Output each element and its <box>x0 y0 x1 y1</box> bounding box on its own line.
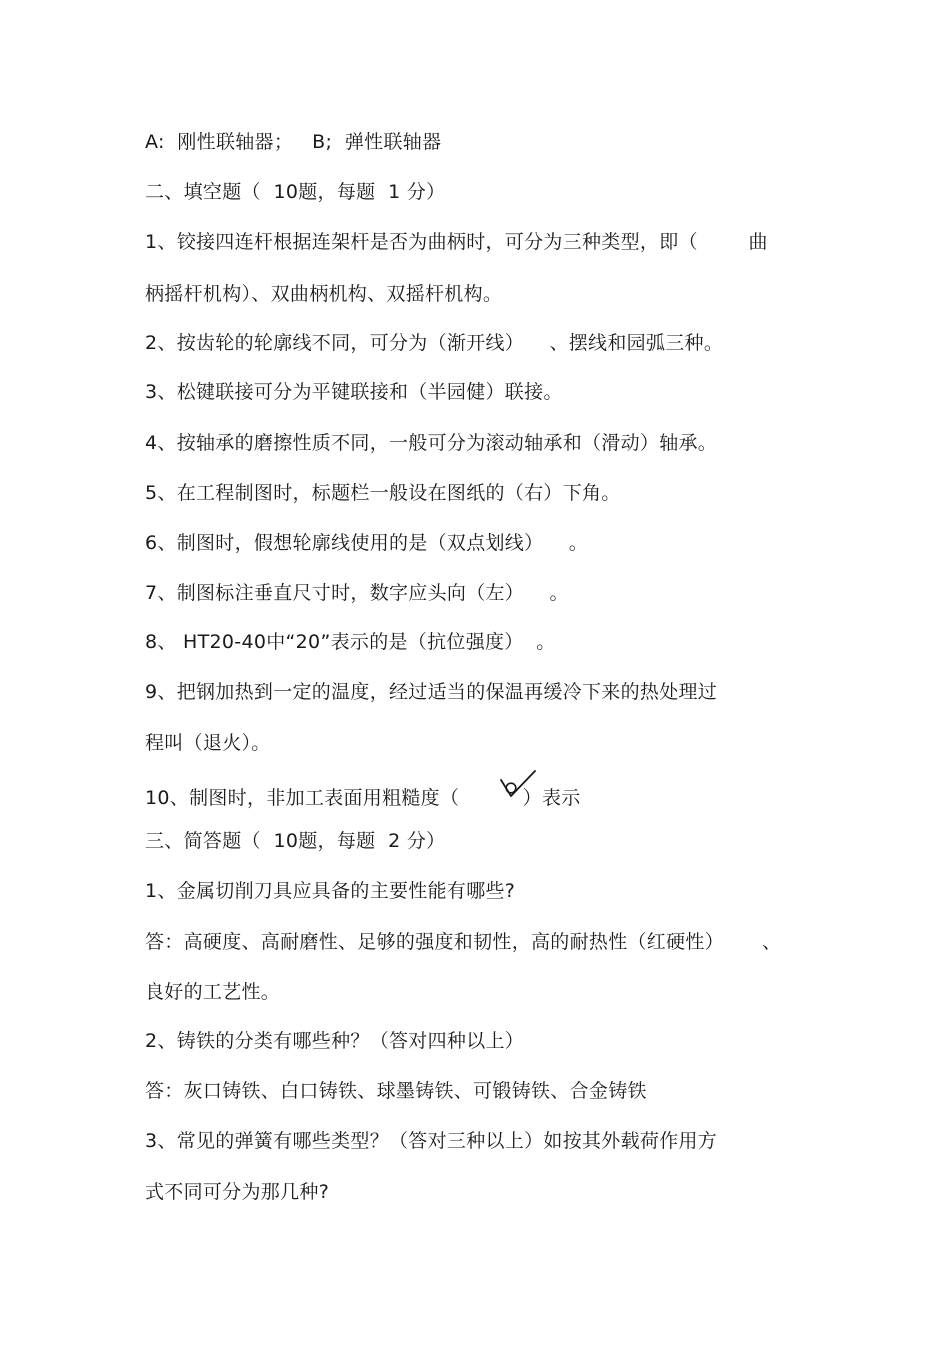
surface-roughness-symbol-icon <box>497 768 541 808</box>
text-line-sq1-answer: 答：高硬度、高耐磨性、足够的强度和韧性，高的耐热性（红硬性） 、 <box>145 931 782 953</box>
text-line-sq1-answer-cont: 良好的工艺性。 <box>145 981 281 1003</box>
section-heading-fill-blank: 二、填空题（ 10题，每题 1 分） <box>145 181 446 203</box>
text-line-q6: 6、制图时，假想轮廓线使用的是（双点划线） 。 <box>145 532 589 554</box>
text-line-q5: 5、在工程制图时，标题栏一般设在图纸的（右）下角。 <box>145 482 621 504</box>
text-line-q10: 10、制图时，非加工表面用粗糙度（ ）表示 <box>145 787 581 809</box>
text-line-sq3: 3、常见的弹簧有哪些类型？（答对三种以上）如按其外载荷作用方 <box>145 1130 718 1152</box>
text-line-q9-cont: 程叫（退火）。 <box>145 732 271 754</box>
section-heading-short-answer: 三、简答题（ 10题，每题 2 分） <box>145 830 446 852</box>
text-line-sq3-cont: 式不同可分为那几种? <box>145 1181 330 1203</box>
text-line-q4: 4、按轴承的磨擦性质不同，一般可分为滚动轴承和（滑动）轴承。 <box>145 432 718 454</box>
text-line-q3: 3、松键联接可分为平键联接和（半园健）联接。 <box>145 381 563 403</box>
text-line-q1-cont: 柄摇杆机构）、双曲柄机构、双摇杆机构。 <box>145 283 503 305</box>
text-line-q8: 8、 HT20-40中“20”表示的是（抗位强度） 。 <box>145 631 556 653</box>
text-line-sq2-answer: 答：灰口铸铁、白口铸铁、球墨铸铁、可锻铸铁、合金铸铁 <box>145 1080 647 1102</box>
text-line-q2: 2、按齿轮的轮廓线不同，可分为（渐开线） 、摆线和园弧三种。 <box>145 332 724 354</box>
text-line-sq2: 2、铸铁的分类有哪些种？（答对四种以上） <box>145 1030 525 1052</box>
text-line-q7: 7、制图标注垂直尺寸时，数字应头向（左） 。 <box>145 582 569 604</box>
text-line-q1: 1、铰接四连杆根据连架杆是否为曲柄时，可分为三种类型，即（ 曲 <box>145 231 768 253</box>
text-line-sq1: 1、金属切削刀具应具备的主要性能有哪些? <box>145 880 516 902</box>
text-line-q9: 9、把钢加热到一定的温度，经过适当的保温再缓冷下来的热处理过 <box>145 681 718 703</box>
text-line-option-ab: A: 刚性联轴器； B; 弹性联轴器 <box>145 131 442 153</box>
